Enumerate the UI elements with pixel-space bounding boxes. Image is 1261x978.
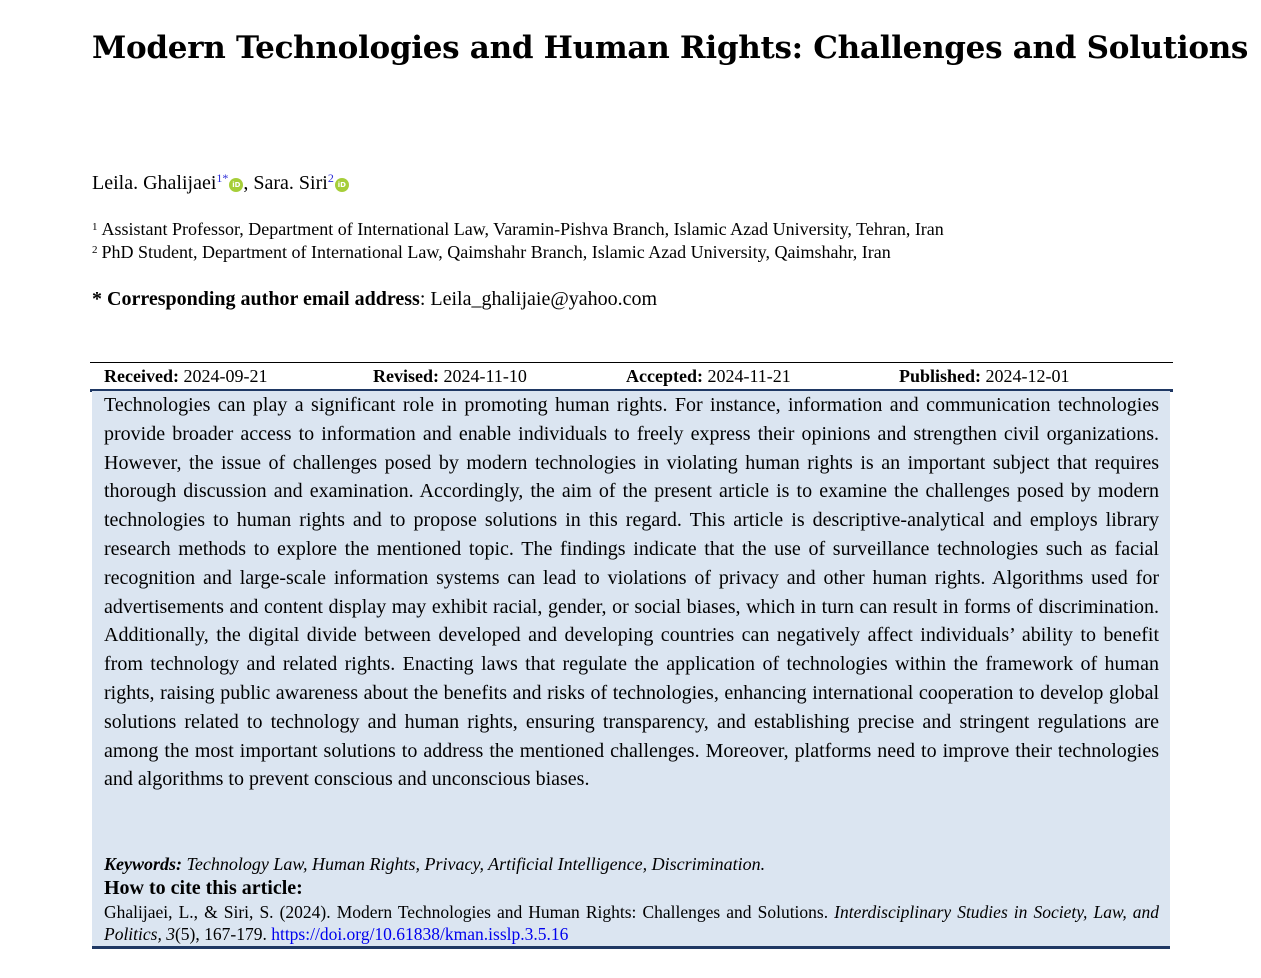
date-label: Revised: xyxy=(373,366,439,386)
date-label: Received: xyxy=(104,366,179,386)
affiliation-number: 2 xyxy=(92,244,98,256)
article-title: Modern Technologies and Human Rights: Challenges and Solutions xyxy=(92,30,1249,66)
corresponding-email[interactable]: Leila_ghalijaie@yahoo.com xyxy=(430,288,658,310)
date-accepted xyxy=(626,365,791,387)
abstract-text: Technologies can play a significant role in promoting human rights. For instance, information and communication technologies provide broader access to information and enable individuals to freely express their opinions and strengthen civil organizations. However, the issue of challenges posed by modern technologies in violating human rights is an important subject that requires thorough discussion and examination. Accordingly, the aim of the present article is to examine the challenges posed by modern technologies to human rights and to propose solutions in this regard. This article is descriptive-analytical and employs library research methods to explore the mentioned topic. The findings indicate that the use of surveillance technologies such as facial recognition and large-scale information systems can lead to violations of privacy and other human rights. Algorithms used for advertisements and content display may exhibit racial, gender, or social biases, which in turn can result in forms of discrimination. Additionally, the digital divide between developed and developing countries can negatively affect individuals’ ability to benefit from technology and related rights. Enacting laws that regulate the application of technologies within the framework of human rights, raising public awareness about the benefits and risks of technologies, enhancing international cooperation to develop global solutions related to technology and human rights, ensuring transparency, and establishing precise and stringent regulations are among the most important solutions to address the mentioned challenges. Moreover, platforms need to improve their technologies and algorithms to prevent conscious and unconscious biases. xyxy=(104,394,1159,791)
author-separator: , xyxy=(243,172,254,194)
dates-bar xyxy=(90,362,1173,392)
author-name: Leila. Ghalijaei xyxy=(92,172,217,194)
author-superscript: 1* xyxy=(216,171,229,185)
date-value: 2024-09-21 xyxy=(183,366,268,386)
corresponding-sep: : xyxy=(419,288,431,310)
orcid-icon[interactable]: iD xyxy=(229,178,243,192)
date-received xyxy=(104,365,267,387)
date-published xyxy=(899,365,1070,387)
date-value: 2024-12-01 xyxy=(985,366,1070,386)
cite-heading: How to cite this article: xyxy=(104,877,303,899)
date-value: 2024-11-21 xyxy=(707,366,791,386)
date-value: 2024-11-10 xyxy=(443,366,527,386)
date-label: Accepted: xyxy=(626,366,703,386)
citation-text: Ghalijaei, L., & Siri, S. (2024). Modern Technologies and Human Rights: Challenges and Solutions. xyxy=(104,902,835,922)
date-revised xyxy=(373,365,527,387)
keywords-text: Technology Law, Human Rights, Privacy, Artificial Intelligence, Discrimination. xyxy=(182,854,766,874)
date-label: Published: xyxy=(899,366,982,386)
affiliation-number: 1 xyxy=(92,221,98,233)
affiliation xyxy=(92,216,1212,240)
author-name: Sara. Siri xyxy=(253,172,328,194)
citation-journal: Interdisciplinary Studies in Society, Law, and Politics, 3 xyxy=(104,902,1159,944)
corresponding-label: * Corresponding author email address xyxy=(92,288,420,310)
corresponding-author xyxy=(92,286,1192,312)
doi-link[interactable]: https://doi.org/10.61838/kman.isslp.3.5.16 xyxy=(271,924,569,944)
affiliation xyxy=(92,239,1212,263)
citation-issue: (5), 167-179. xyxy=(174,924,272,944)
abstract-box xyxy=(92,391,1170,949)
keywords xyxy=(104,852,1159,876)
author-superscript: 2 xyxy=(327,171,334,185)
affiliation-text: PhD Student, Department of International Law, Qaimshahr Branch, Islamic Azad University, Qaimshahr, Iran xyxy=(101,242,891,262)
citation xyxy=(104,901,1159,945)
affiliation-text: Assistant Professor, Department of International Law, Varamin-Pishva Branch, Islamic Azad University, Tehran, Iran xyxy=(101,219,944,239)
orcid-icon[interactable]: iD xyxy=(335,178,349,192)
author-list xyxy=(92,166,992,195)
keywords-label: Keywords: xyxy=(104,854,182,874)
